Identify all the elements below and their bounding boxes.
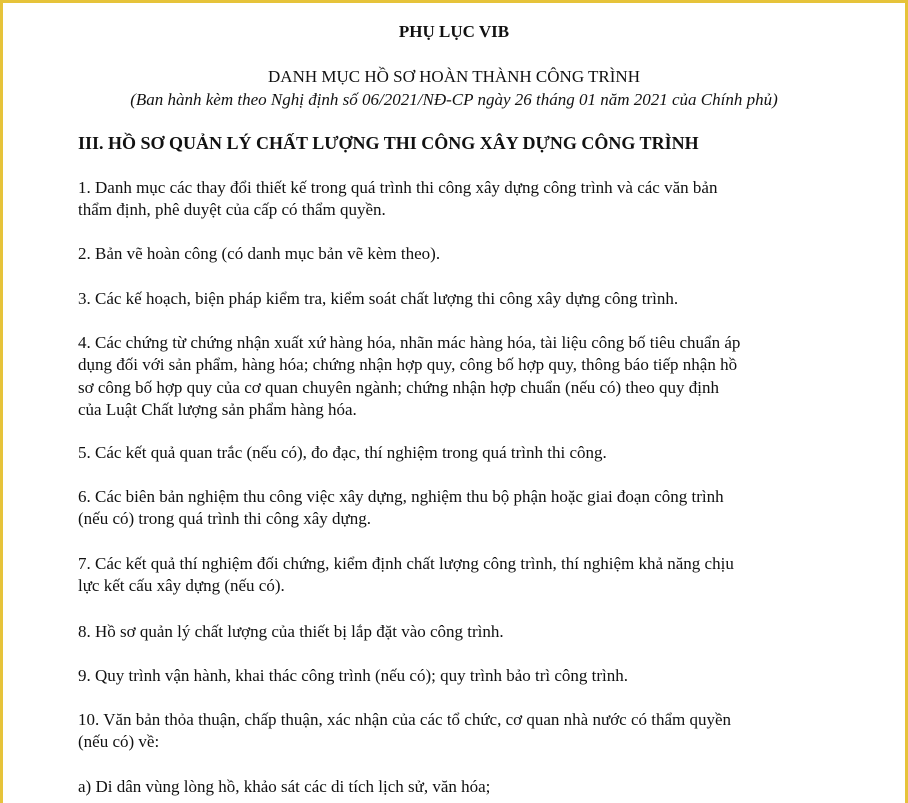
list-item-4 — [78, 332, 878, 421]
item-line: lực kết cấu xây dựng (nếu có). — [78, 576, 285, 596]
item-line: của Luật Chất lượng sản phẩm hàng hóa. — [78, 399, 357, 419]
document-title: PHỤ LỤC VIB — [398, 22, 510, 41]
item-line: (nếu có) trong quá trình thi công xây dựng. — [78, 509, 371, 529]
list-item-1 — [78, 177, 878, 222]
item-line: dụng đối với sản phẩm, hàng hóa; chứng nhận hợp quy, công bố hợp quy, thông báo tiếp nhận hồ — [78, 355, 738, 375]
item-line: sơ công bố hợp quy của cơ quan chuyên ngành; chứng nhận hợp chuẩn (nếu có) theo quy định — [78, 377, 719, 397]
item-line: 6. Các biên bản nghiệm thu công việc xây dựng, nghiệm thu bộ phận hoặc giai đoạn công trình — [78, 487, 724, 506]
list-item-a — [78, 776, 878, 798]
item-line: 10. Văn bản thỏa thuận, chấp thuận, xác nhận của các tổ chức, cơ quan nhà nước có thẩm quyền — [78, 710, 732, 729]
item-line: 1. Danh mục các thay đổi thiết kế trong quá trình thi công xây dựng công trình và các văn bản — [78, 178, 718, 197]
list-item-6 — [78, 486, 878, 531]
item-line: 2. Bản vẽ hoàn công (có danh mục bản vẽ kèm theo). — [78, 244, 441, 263]
list-item-8 — [78, 621, 878, 643]
document-issuance-note: (Ban hành kèm theo Nghị định số 06/2021/NĐ-CP ngày 26 tháng 01 năm 2021 của Chính phủ) — [130, 90, 778, 109]
list-item-2 — [78, 243, 878, 265]
item-line: 7. Các kết quả thí nghiệm đối chứng, kiểm định chất lượng công trình, thí nghiệm khả năng chịu — [78, 554, 734, 573]
section-heading: III. HỒ SƠ QUẢN LÝ CHẤT LƯỢNG THI CÔNG XÂY DỰNG CÔNG TRÌNH — [78, 133, 699, 153]
document-subtitle: DANH MỤC HỒ SƠ HOÀN THÀNH CÔNG TRÌNH — [268, 67, 640, 86]
list-item-5 — [78, 442, 878, 464]
list-item-3 — [78, 288, 878, 310]
item-line: thẩm định, phê duyệt của cấp có thẩm quyền. — [78, 200, 386, 220]
item-line: (nếu có) về: — [78, 732, 160, 752]
item-line: 4. Các chứng từ chứng nhận xuất xứ hàng hóa, nhãn mác hàng hóa, tài liệu công bố tiêu chuẩn áp — [78, 333, 741, 352]
item-line: 8. Hồ sơ quản lý chất lượng của thiết bị lắp đặt vào công trình. — [78, 622, 504, 641]
item-line: 5. Các kết quả quan trắc (nếu có), đo đạc, thí nghiệm trong quá trình thi công. — [78, 443, 607, 462]
list-item-9 — [78, 665, 878, 687]
list-item-10 — [78, 709, 878, 754]
item-line: a) Di dân vùng lòng hồ, khảo sát các di tích lịch sử, văn hóa; — [78, 777, 491, 796]
item-line: 9. Quy trình vận hành, khai thác công trình (nếu có); quy trình bảo trì công trình. — [78, 666, 629, 685]
item-line: 3. Các kế hoạch, biện pháp kiểm tra, kiểm soát chất lượng thi công xây dựng công trình. — [78, 289, 679, 308]
list-item-7 — [78, 553, 878, 598]
